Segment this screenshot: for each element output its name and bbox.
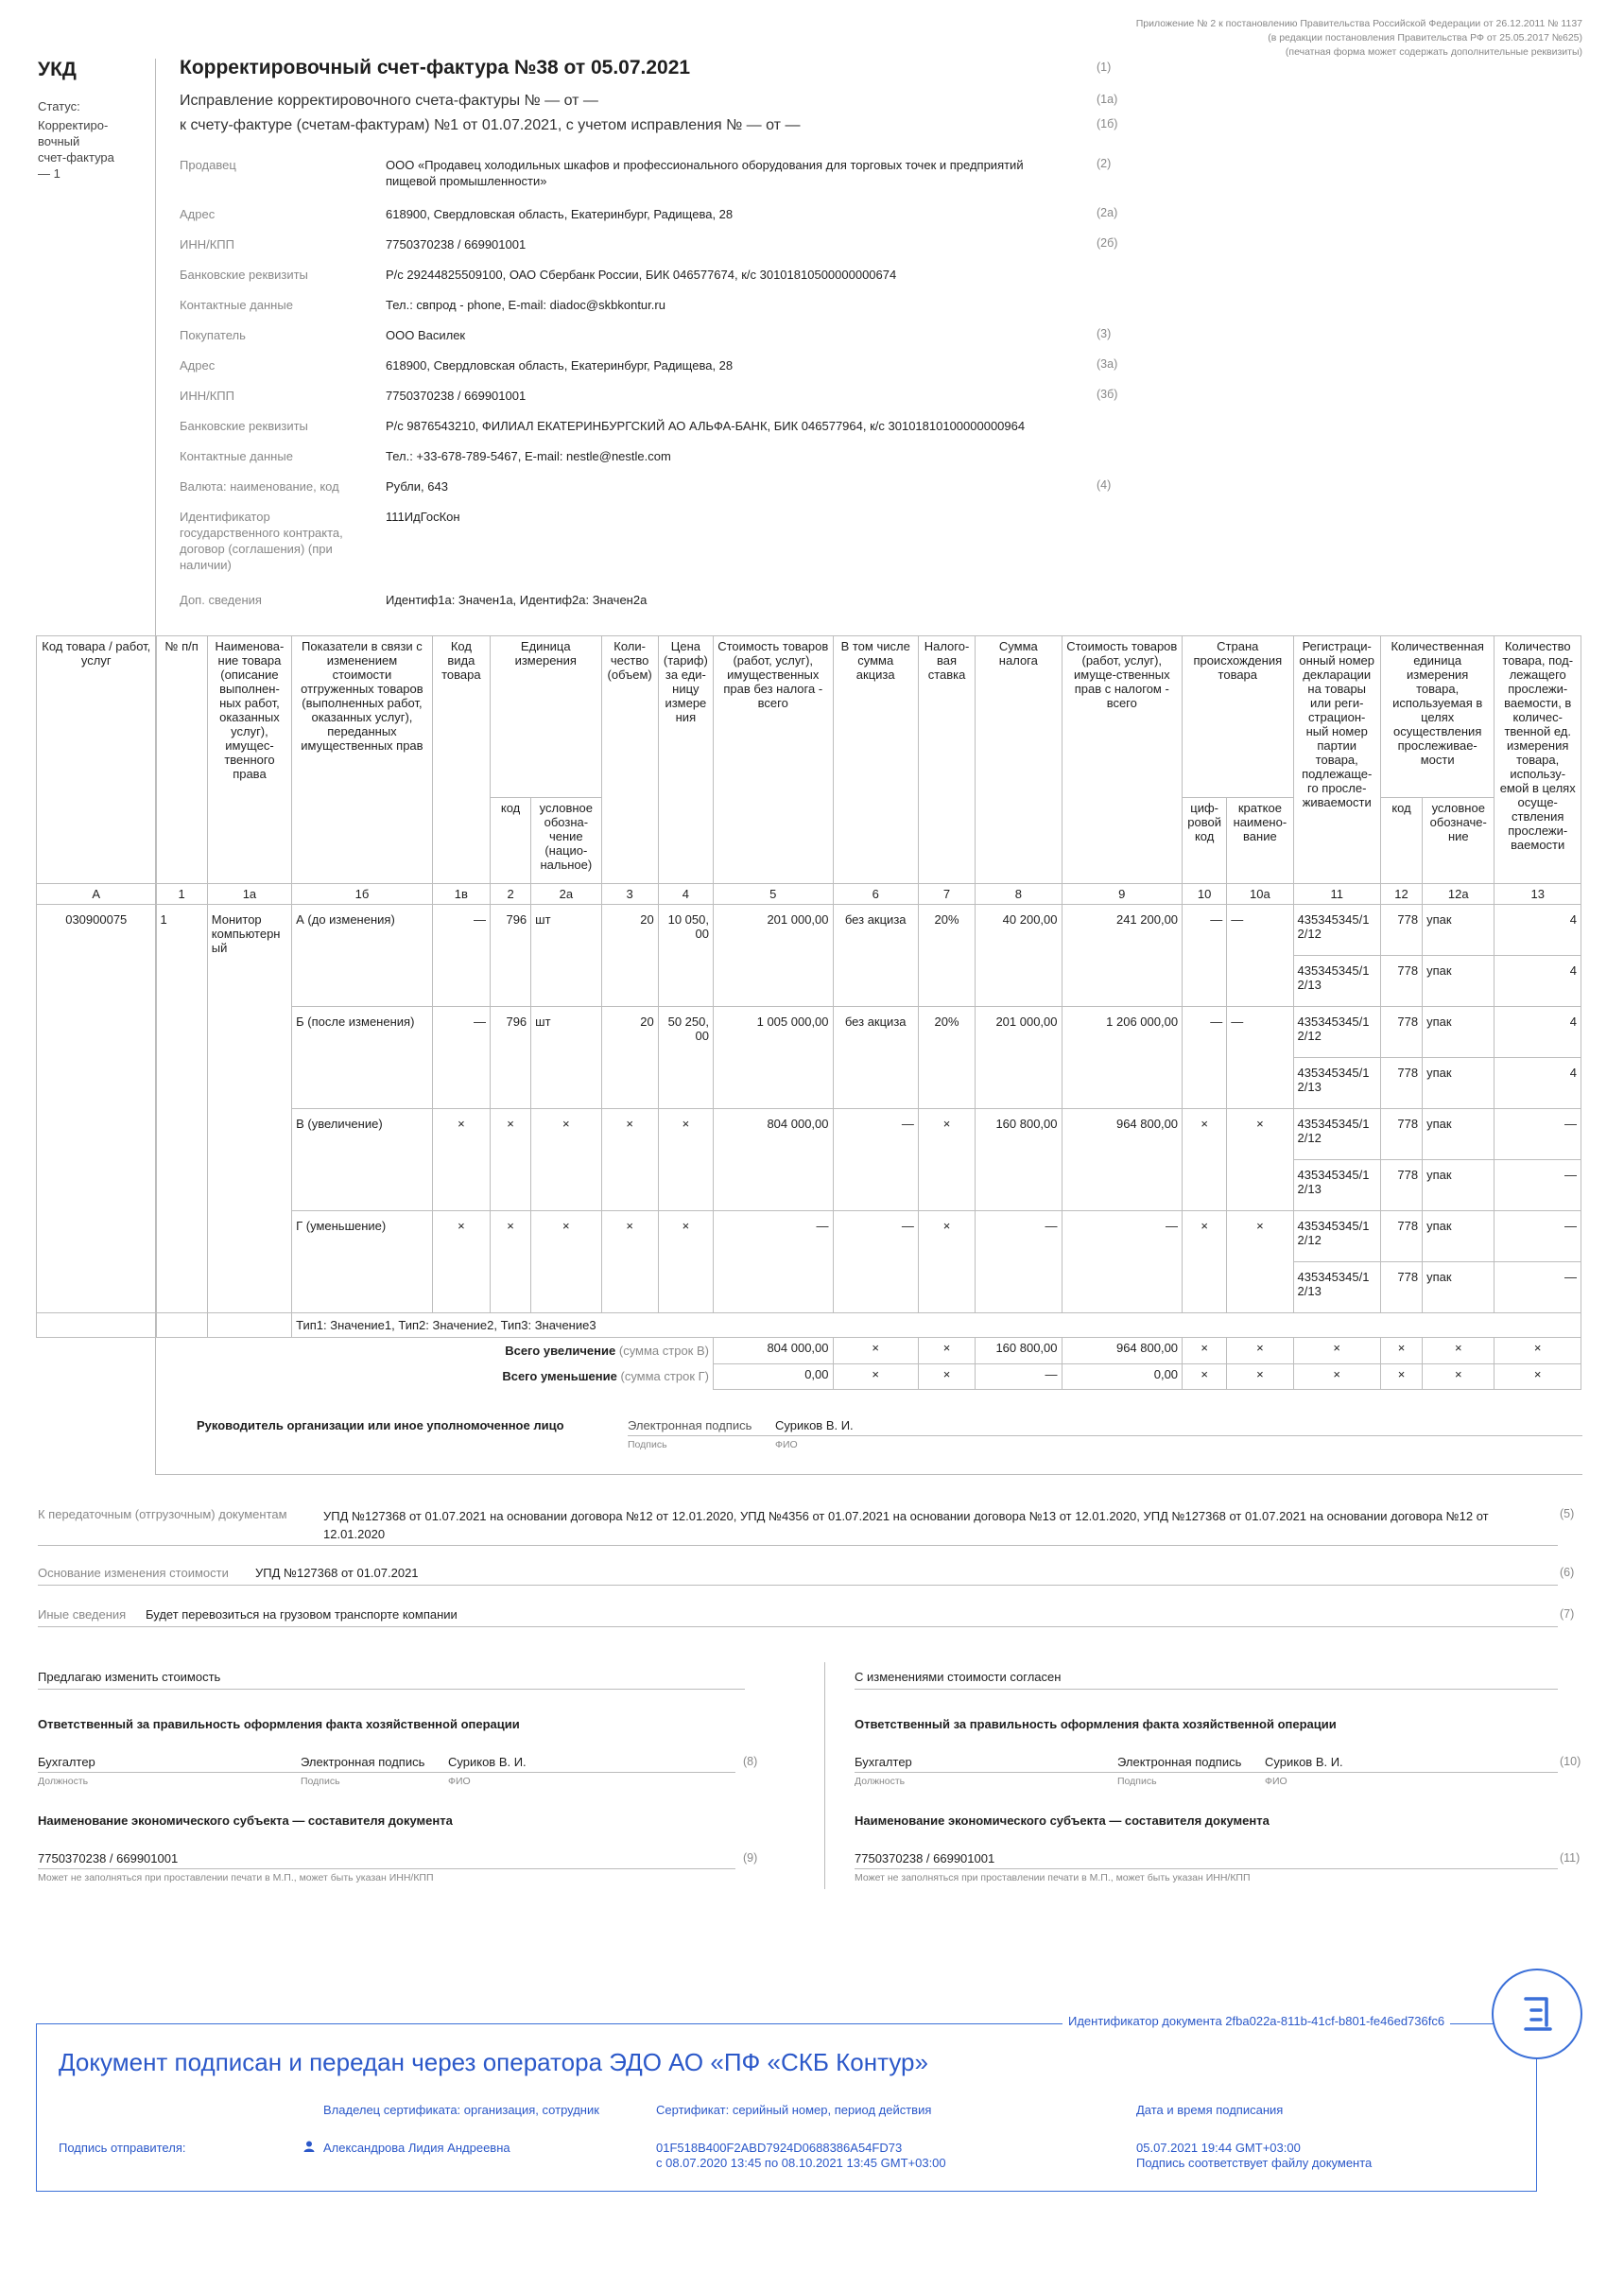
total-cell: × (1423, 1338, 1494, 1364)
total-cell: × (1293, 1338, 1380, 1364)
total-cell: × (1380, 1338, 1422, 1364)
quantity: × (601, 1109, 658, 1211)
field-value: ООО «Продавец холодильных шкафов и профессионального оборудования для торговых точек и предприятий пищевой промышленности» (386, 158, 1024, 188)
col-index: 1б (292, 884, 433, 905)
total: 1 206 000,00 (1062, 1007, 1183, 1109)
trace-unit-name: упак (1423, 956, 1494, 1007)
tax-amount: — (976, 1211, 1062, 1313)
entity-heading: Наименование экономического субъекта — составителя документа (38, 1813, 453, 1828)
trace-qty: — (1494, 1160, 1581, 1211)
field-label: Банковские реквизиты (180, 419, 308, 433)
field-label: ИНН/КПП (180, 237, 234, 252)
items-table (36, 635, 1581, 1390)
col-header: Код вида товара (432, 636, 490, 884)
col-index: 11 (1293, 884, 1380, 905)
col-index: 3 (601, 884, 658, 905)
total-cell: × (918, 1363, 975, 1389)
trace-qty: 4 (1494, 905, 1581, 956)
unit-code: × (491, 1211, 531, 1313)
sign-match: Подпись соответствует файлу документа (1136, 2156, 1373, 2170)
entity-inn: 7750370238 / 669901001 (38, 1851, 179, 1865)
trace-qty: 4 (1494, 1058, 1581, 1109)
owner-name: Александрова Лидия Андреевна (323, 2141, 510, 2155)
position: Бухгалтер (855, 1755, 912, 1769)
table-row (37, 905, 1581, 956)
legal-note-line: Приложение № 2 к постановлению Правительства Российской Федерации от 26.12.2011 № 1137 (1135, 18, 1582, 29)
sender-label: Подпись отправителя: (59, 2141, 186, 2155)
country-code: — (1183, 1007, 1227, 1109)
field-code: (3) (1097, 327, 1112, 340)
total-decrease-label (37, 1363, 714, 1389)
tax-rate: × (918, 1211, 975, 1313)
field-value: 111ИдГосКон (386, 510, 460, 524)
field-value: 618900, Свердловская область, Екатеринбург, Радищева, 28 (386, 207, 734, 221)
reg-number: 435345345/1 2/13 (1293, 1262, 1380, 1313)
responsible-heading: Ответственный за правильность оформления факта хозяйственной операции (38, 1717, 520, 1731)
total-increase-total: 964 800,00 (1062, 1338, 1183, 1364)
trace-unit-name: упак (1423, 1160, 1494, 1211)
trace-unit-code: 778 (1380, 905, 1422, 956)
col-index: 12 (1380, 884, 1422, 905)
total-increase-title: Всего увеличение (505, 1344, 616, 1358)
field-code: (4) (1097, 478, 1112, 492)
excise: без акциза (833, 1007, 918, 1109)
field-code: (8) (743, 1755, 758, 1768)
kind-code: — (432, 1007, 490, 1109)
entity-heading: Наименование экономического субъекта — составителя документа (855, 1813, 1270, 1828)
col-header: Налого-вая ставка (918, 636, 975, 884)
section-divider (155, 1474, 1582, 1475)
entity-note: Может не заполняться при проставлении печати в М.П., может быть указан ИНН/КПП (855, 1872, 1251, 1883)
document-id: Идентификатор документа 2fba022a-811b-41cf-b801-fe46ed736fc6 (1063, 2014, 1450, 2028)
status-line: вочный (38, 134, 80, 148)
position: Бухгалтер (38, 1755, 95, 1769)
field-label: Адрес (180, 207, 216, 221)
trace-qty: — (1494, 1262, 1581, 1313)
reg-number: 435345345/1 2/13 (1293, 956, 1380, 1007)
country-code: × (1183, 1211, 1227, 1313)
caption: ФИО (775, 1439, 798, 1450)
total: 241 200,00 (1062, 905, 1183, 1007)
unit-name: × (531, 1109, 601, 1211)
trace-unit-name: упак (1423, 1007, 1494, 1058)
col-index: 2 (491, 884, 531, 905)
indicator: А (до изменения) (292, 905, 433, 1007)
field-value: Тел.: +33-678-789-5467, E-mail: nestle@nestle.com (386, 449, 671, 463)
country-name: × (1227, 1211, 1293, 1313)
agree-label: С изменениями стоимости согласен (855, 1670, 1062, 1684)
tax-rate: 20% (918, 1007, 975, 1109)
item-number: 1 (156, 905, 207, 1313)
status-line: — 1 (38, 166, 60, 181)
price: 50 250, 00 (658, 1007, 713, 1109)
entity-note: Может не заполняться при проставлении печати в М.П., может быть указан ИНН/КПП (38, 1872, 434, 1883)
entity-inn: 7750370238 / 669901001 (855, 1851, 995, 1865)
basis-label: Основание изменения стоимости (38, 1566, 229, 1580)
blank-cell (156, 1313, 207, 1338)
caption: Подпись (1117, 1776, 1157, 1787)
price: × (658, 1211, 713, 1313)
quantity: × (601, 1211, 658, 1313)
item-name: Монитор компьютерн ый (207, 905, 291, 1313)
field-label: ИНН/КПП (180, 389, 234, 403)
tax-amount: 40 200,00 (976, 905, 1062, 1007)
col-subheader: краткое наимено-вание (1227, 798, 1293, 884)
field-value: 7750370238 / 669901001 (386, 389, 527, 403)
total-increase-label (37, 1338, 714, 1364)
unit-code: 796 (491, 905, 531, 1007)
field-value: Идентиф1а: Значен1а, Идентиф2а: Значен2а (386, 593, 648, 607)
table-row (37, 1313, 1581, 1338)
total-decrease-tax: — (976, 1363, 1062, 1389)
col-index: 6 (833, 884, 918, 905)
quantity: 20 (601, 905, 658, 1007)
column-divider (824, 1662, 825, 1889)
col-header: В том числе сумма акциза (833, 636, 918, 884)
field-underline (855, 1689, 1558, 1690)
status-line: Корректиро- (38, 118, 109, 132)
col-subheader: условное обозна-чение (нацио-нальное) (531, 798, 601, 884)
total-decrease-hint: (сумма строк Г) (620, 1369, 709, 1383)
total-decrease-total: 0,00 (1062, 1363, 1183, 1389)
field-label: Продавец (180, 158, 236, 172)
field-code: (2б) (1097, 236, 1118, 250)
excise: — (833, 1109, 918, 1211)
price: × (658, 1109, 713, 1211)
excise: без акциза (833, 905, 918, 1007)
indicator: В (увеличение) (292, 1109, 433, 1211)
trace-unit-code: 778 (1380, 1262, 1422, 1313)
field-code: (7) (1560, 1607, 1575, 1621)
trace-unit-name: упак (1423, 1109, 1494, 1160)
trace-unit-name: упак (1423, 1211, 1494, 1262)
col-header: Код товара / работ, услуг (37, 636, 157, 884)
column-index-row (37, 884, 1581, 905)
other-value: Будет перевозиться на грузовом транспорте компании (146, 1607, 458, 1622)
caption: ФИО (1265, 1776, 1287, 1787)
col-header: Единица измерения (491, 636, 602, 798)
field-underline (38, 1585, 1558, 1586)
excise: — (833, 1211, 918, 1313)
field-value: Тел.: свпрод - phone, E-mail: diadoc@skbkontur.ru (386, 298, 665, 312)
field-underline (38, 1689, 745, 1690)
reg-number: 435345345/1 2/12 (1293, 1211, 1380, 1262)
other-label: Иные сведения (38, 1607, 127, 1622)
field-label: Адрес (180, 358, 216, 373)
cost: 1 005 000,00 (713, 1007, 833, 1109)
unit-code: 796 (491, 1007, 531, 1109)
total-cell: × (1183, 1363, 1227, 1389)
col-index: 12а (1423, 884, 1494, 905)
field-code: (1) (1097, 61, 1112, 74)
total-cell: × (1423, 1363, 1494, 1389)
col-header: Наименова-ние товара (описание выполнен-ных работ, оказанных услуг), имущес-твенного права (207, 636, 291, 884)
cost: — (713, 1211, 833, 1313)
transfer-value: УПД №127368 от 01.07.2021 на основании договора №12 от 12.01.2020, УПД №4356 от 01.07.2021 на основании договора №13 от 12.01.2020, УПД №127368 от 01.07.2021 на основании договора №12 от 12.01.2020 (323, 1509, 1489, 1541)
unit-name: шт (531, 905, 601, 1007)
field-code: (1а) (1097, 93, 1118, 106)
col-index: 1а (207, 884, 291, 905)
total-decrease-cost: 0,00 (713, 1363, 833, 1389)
col-index: А (37, 884, 157, 905)
kind-code: × (432, 1211, 490, 1313)
trace-qty: 4 (1494, 956, 1581, 1007)
trace-unit-name: упак (1423, 905, 1494, 956)
total-cell: × (833, 1363, 918, 1389)
total: — (1062, 1211, 1183, 1313)
field-underline (38, 1868, 735, 1869)
blank-cell (207, 1313, 291, 1338)
legal-note-line: (в редакции постановления Правительства РФ от 25.05.2017 №625) (1268, 32, 1582, 43)
field-label: Доп. сведения (180, 593, 262, 607)
field-label: Идентификатор государственного контракта, договор (соглашения) (при наличии) (180, 510, 343, 572)
field-label: Покупатель (180, 328, 246, 342)
tax-amount: 160 800,00 (976, 1109, 1062, 1211)
legal-reference-note (921, 17, 1582, 60)
country-name: — (1227, 1007, 1293, 1109)
status-block (38, 98, 142, 182)
reg-number: 435345345/1 2/12 (1293, 905, 1380, 956)
signature-line (628, 1435, 1582, 1436)
col-header: Сумма налога (976, 636, 1062, 884)
table-header-row (37, 636, 1581, 798)
cert-period: с 08.07.2020 13:45 по 08.10.2021 13:45 GMT+03:00 (656, 2156, 946, 2170)
country-name: × (1227, 1109, 1293, 1211)
price: 10 050, 00 (658, 905, 713, 1007)
field-underline (855, 1868, 1558, 1869)
sign-method: Электронная подпись (1117, 1755, 1242, 1769)
trace-unit-name: упак (1423, 1262, 1494, 1313)
field-code: (6) (1560, 1566, 1575, 1579)
col-index: 1 (156, 884, 207, 905)
field-code: (2а) (1097, 206, 1118, 219)
field-underline (38, 1772, 735, 1773)
total-cell: × (1293, 1363, 1380, 1389)
total-cell: × (833, 1338, 918, 1364)
indicator: Г (уменьшение) (292, 1211, 433, 1313)
col-index: 2а (531, 884, 601, 905)
document-title: Корректировочный счет-фактура №38 от 05.07.2021 (180, 57, 691, 78)
tax-amount: 201 000,00 (976, 1007, 1062, 1109)
col-header: Цена (тариф) за еди-ницу измере ния (658, 636, 713, 884)
cert-heading: Сертификат: серийный номер, период действия (656, 2103, 932, 2117)
field-label: Контактные данные (180, 298, 293, 312)
field-code: (9) (743, 1851, 758, 1865)
field-code: (10) (1560, 1755, 1581, 1768)
unit-name: шт (531, 1007, 601, 1109)
tax-rate: 20% (918, 905, 975, 1007)
col-index: 9 (1062, 884, 1183, 905)
head-sign-name: Суриков В. И. (775, 1418, 854, 1432)
country-name: — (1227, 905, 1293, 1007)
basis-value: УПД №127368 от 01.07.2021 (255, 1566, 419, 1580)
field-value: Р/с 29244825509100, ОАО Сбербанк России, БИК 046577674, к/с 30101810500000000674 (386, 268, 897, 282)
total-increase-row (37, 1338, 1581, 1364)
status-line: счет-фактура (38, 150, 114, 165)
field-label: Валюта: наименование, код (180, 479, 339, 494)
total-decrease-title: Всего уменьшение (502, 1369, 617, 1383)
edo-title: Документ подписан и передан через оператора ЭДО АО «ПФ «СКБ Контур» (59, 2048, 928, 2076)
total-increase-tax: 160 800,00 (976, 1338, 1062, 1364)
caption: Должность (855, 1776, 906, 1787)
cost: 804 000,00 (713, 1109, 833, 1211)
trace-qty: 4 (1494, 1007, 1581, 1058)
transfer-label: К передаточным (отгрузочным) документам (38, 1507, 287, 1521)
head-sign-label: Руководитель организации или иное уполномоченное лицо (197, 1418, 564, 1432)
blank-cell (37, 1313, 157, 1338)
field-underline (855, 1772, 1558, 1773)
col-header: Количественная единица измерения товара, используемая в целях осуществления прослеживае-мости (1380, 636, 1494, 798)
kind-code: — (432, 905, 490, 1007)
country-code: — (1183, 905, 1227, 1007)
col-header: Стоимость товаров (работ, услуг), имущественных прав без налога - всего (713, 636, 833, 884)
col-subheader: циф-ровой код (1183, 798, 1227, 884)
col-header: Количество товара, под-лежащего прослежи-ваемости, в количес-твенной ед. измерения товара, использу-емой в целях осуще-ствления прослежи-ваемости (1494, 636, 1581, 884)
col-header: Регистраци-онный номер декларации на товары или реги-страцион-ный номер партии товара, подлежаще-го просле-живаемости (1293, 636, 1380, 884)
trace-unit-code: 778 (1380, 956, 1422, 1007)
col-index: 5 (713, 884, 833, 905)
total-increase-hint: (сумма строк В) (618, 1344, 709, 1358)
trace-unit-name: упак (1423, 1058, 1494, 1109)
trace-unit-code: 778 (1380, 1058, 1422, 1109)
indicator: Б (после изменения) (292, 1007, 433, 1109)
field-code: (2) (1097, 157, 1112, 170)
trace-unit-code: 778 (1380, 1109, 1422, 1160)
legal-note-line: (печатная форма может содержать дополнительные реквизиты) (1285, 46, 1582, 58)
trace-qty: — (1494, 1109, 1581, 1160)
col-header: Страна происхождения товара (1183, 636, 1293, 798)
field-value: Рубли, 643 (386, 479, 448, 494)
col-subheader: код (491, 798, 531, 884)
date-heading: Дата и время подписания (1136, 2103, 1284, 2117)
cost: 201 000,00 (713, 905, 833, 1007)
col-subheader: условное обозначе-ние (1423, 798, 1494, 884)
field-underline (38, 1626, 1558, 1627)
correction-line: Исправление корректировочного счета-фактуры № — от — (180, 93, 598, 109)
trace-qty: — (1494, 1211, 1581, 1262)
field-code: (3б) (1097, 388, 1118, 401)
col-index: 8 (976, 884, 1062, 905)
signer-name: Суриков В. И. (448, 1755, 527, 1769)
field-code: (3а) (1097, 357, 1118, 371)
field-code: (11) (1560, 1851, 1581, 1865)
doc-type: УКД (38, 59, 77, 80)
responsible-heading: Ответственный за правильность оформления факта хозяйственной операции (855, 1717, 1337, 1731)
item-code: 030900075 (37, 905, 157, 1313)
col-header: № п/п (156, 636, 207, 884)
col-index: 4 (658, 884, 713, 905)
field-value: ООО Василек (386, 328, 466, 342)
col-header: Коли-чество (объем) (601, 636, 658, 884)
basis-invoice-line: к счету-фактуре (счетам-фактурам) №1 от 01.07.2021, с учетом исправления № — от — (180, 117, 801, 133)
unit-code: × (491, 1109, 531, 1211)
total-increase-cost: 804 000,00 (713, 1338, 833, 1364)
reg-number: 435345345/1 2/13 (1293, 1058, 1380, 1109)
col-subheader: код (1380, 798, 1422, 884)
caption: ФИО (448, 1776, 471, 1787)
field-value: 618900, Свердловская область, Екатеринбург, Радищева, 28 (386, 358, 734, 373)
total-decrease-row (37, 1363, 1581, 1389)
types-line: Тип1: Значение1, Тип2: Значение2, Тип3: Значение3 (292, 1313, 1581, 1338)
field-code: (5) (1560, 1507, 1575, 1520)
signer-name: Суриков В. И. (1265, 1755, 1343, 1769)
head-sign-method: Электронная подпись (628, 1418, 752, 1432)
col-index: 1в (432, 884, 490, 905)
col-header: Показатели в связи с изменением стоимости отгруженных товаров (выполненных работ, оказанных услуг), переданных имущественных прав (292, 636, 433, 884)
total-cell: × (1380, 1363, 1422, 1389)
person-icon (302, 2140, 316, 2156)
country-code: × (1183, 1109, 1227, 1211)
field-code: (1б) (1097, 117, 1118, 130)
caption: Подпись (628, 1439, 667, 1450)
col-index: 7 (918, 884, 975, 905)
field-value: Р/с 9876543210, ФИЛИАЛ ЕКАТЕРИНБУРГСКИЙ АО АЛЬФА-БАНК, БИК 046577964, к/с 30101810100000000964 (386, 419, 1026, 433)
total-cell: × (1227, 1363, 1293, 1389)
total-cell: × (1494, 1338, 1581, 1364)
total-cell: × (1494, 1363, 1581, 1389)
trace-unit-code: 778 (1380, 1007, 1422, 1058)
status-line: Статус: (38, 99, 80, 113)
total-cell: × (1183, 1338, 1227, 1364)
kind-code: × (432, 1109, 490, 1211)
kontur-logo-icon (1494, 1970, 1581, 2057)
kontur-logo (1492, 1969, 1582, 2059)
col-index: 10а (1227, 884, 1293, 905)
field-label: Банковские реквизиты (180, 268, 308, 282)
total-cell: × (1227, 1338, 1293, 1364)
col-header: Стоимость товаров (работ, услуг), имуще-ственных прав с налогом - всего (1062, 636, 1183, 884)
unit-name: × (531, 1211, 601, 1313)
quantity: 20 (601, 1007, 658, 1109)
total: 964 800,00 (1062, 1109, 1183, 1211)
reg-number: 435345345/1 2/12 (1293, 1007, 1380, 1058)
person-icon-svg (302, 2140, 316, 2153)
sign-date: 05.07.2021 19:44 GMT+03:00 (1136, 2141, 1301, 2155)
caption: Подпись (301, 1776, 340, 1787)
tax-rate: × (918, 1109, 975, 1211)
col-index: 13 (1494, 884, 1581, 905)
total-cell: × (918, 1338, 975, 1364)
field-value: 7750370238 / 669901001 (386, 237, 527, 252)
reg-number: 435345345/1 2/13 (1293, 1160, 1380, 1211)
field-label: Контактные данные (180, 449, 293, 463)
trace-unit-code: 778 (1380, 1211, 1422, 1262)
trace-unit-code: 778 (1380, 1160, 1422, 1211)
cert-number: 01F518B400F2ABD7924D0688386A54FD73 (656, 2141, 903, 2155)
caption: Должность (38, 1776, 89, 1787)
sign-method: Электронная подпись (301, 1755, 425, 1769)
col-index: 10 (1183, 884, 1227, 905)
propose-label: Предлагаю изменить стоимость (38, 1670, 221, 1684)
field-underline (38, 1545, 1558, 1546)
reg-number: 435345345/1 2/12 (1293, 1109, 1380, 1160)
owner-heading: Владелец сертификата: организация, сотрудник (323, 2103, 599, 2117)
